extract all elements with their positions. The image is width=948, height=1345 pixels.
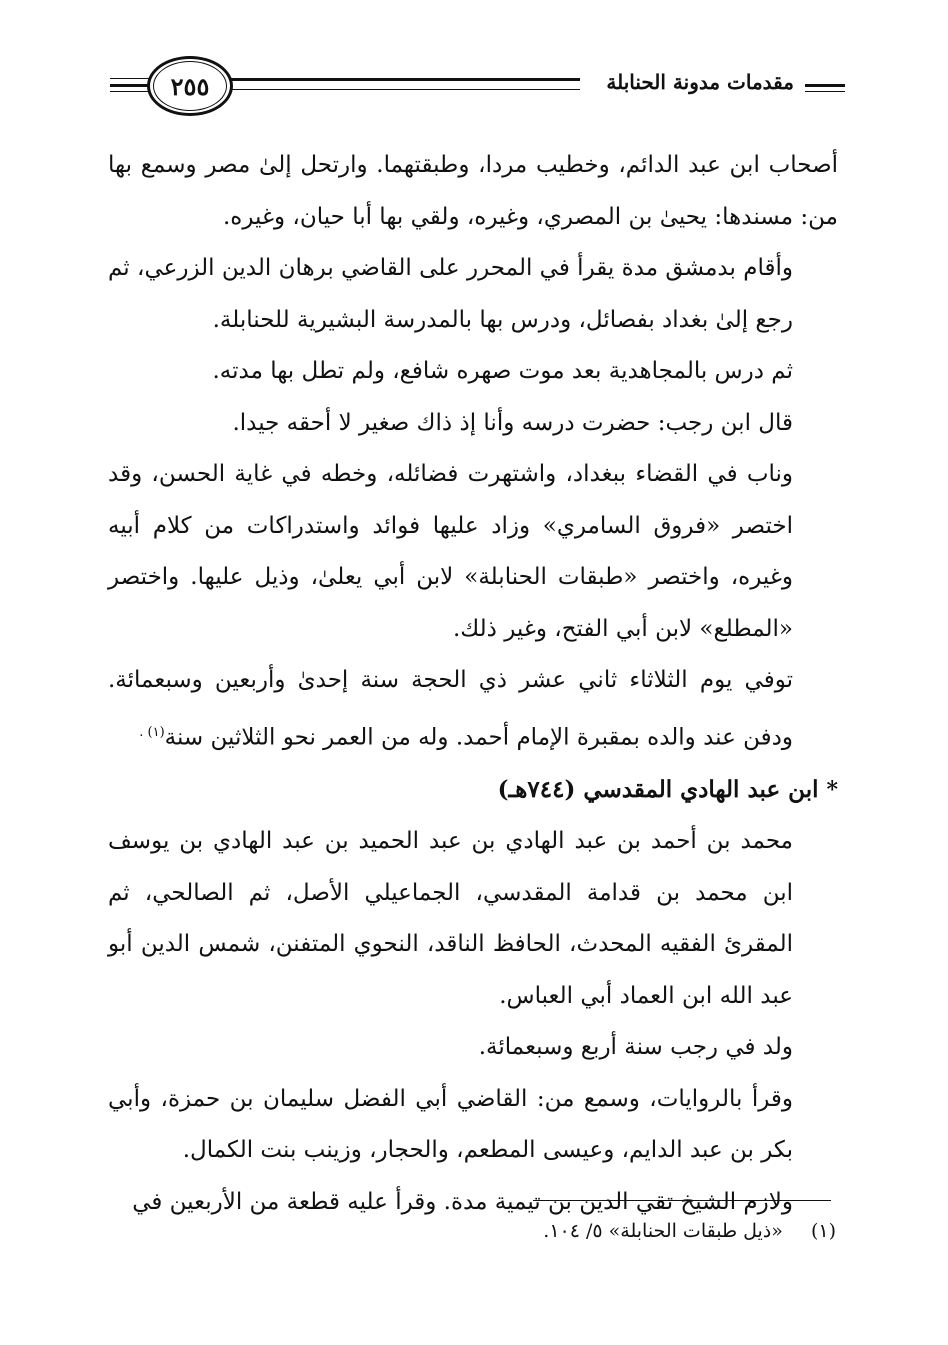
footnote bbox=[136, 1216, 836, 1246]
header-rule bbox=[230, 89, 580, 90]
paragraph: قال ابن رجب: حضرت درسه وأنا إذ ذاك صغير لا أحقه جيدا. bbox=[232, 409, 793, 436]
paragraph: أصحاب ابن عبد الدائم، وخطيب مردا، وطبقتهما. وارتحل إلىٰ مصر وسمع بها من: مسندها: يحيىٰ بن المصري، وغيره، ولقي بها أبا حيان، وغيره. bbox=[108, 152, 838, 230]
paragraph-text: توفي يوم الثلاثاء ثاني عشر ذي الحجة سنة إحدىٰ وأربعين وسبعمائة. ودفن عند والده بمقبرة الإمام أحمد. وله من العمر نحو الثلاثين سنة bbox=[108, 667, 793, 751]
header-rule bbox=[230, 78, 580, 81]
footnote-number: (١) bbox=[810, 1220, 836, 1242]
footnote-text: «ذيل طبقات الحنابلة» ٥/ ١٠٤. bbox=[543, 1220, 783, 1242]
page-header bbox=[105, 48, 845, 128]
page-number-oval bbox=[147, 56, 233, 116]
section-heading bbox=[108, 764, 838, 817]
header-rule bbox=[805, 84, 845, 87]
header-rule bbox=[805, 91, 845, 92]
footnote-rule bbox=[533, 1200, 831, 1201]
footnote-marker: (١) . bbox=[139, 724, 165, 740]
star-icon: * bbox=[826, 776, 838, 803]
paragraph: وناب في القضاء ببغداد، واشتهرت فضائله، وخطه في غاية الحسن، وقد اختصر «فروق السامري» وزاد عليها فوائد واستدراكات من كلام أبيه وغيره، واختصر «طبقات الحنابلة» لابن أبي يعلىٰ، وذيل عليها. واختصر «المطلع» لابن أبي الفتح، وغير ذلك. bbox=[108, 461, 793, 642]
header-rule bbox=[110, 91, 150, 92]
paragraph: ولد في رجب سنة أربع وسبعمائة. bbox=[478, 1034, 793, 1061]
paragraph: وقرأ بالروايات، وسمع من: القاضي أبي الفضل سليمان بن حمزة، وأبي بكر بن عبد الدايم، وعيسى المطعم، والحجار، وزينب بنت الكمال. bbox=[108, 1085, 793, 1164]
running-title: مقدمات مدونة الحنابلة bbox=[600, 70, 800, 94]
main-text bbox=[108, 140, 838, 1228]
paragraph bbox=[108, 655, 838, 764]
header-rule bbox=[110, 84, 150, 87]
paragraph: ثم درس بالمجاهدية بعد موت صهره شافع، ولم تطل بها مدته. bbox=[212, 358, 793, 384]
header-rule bbox=[110, 78, 150, 79]
section-heading-text: ابن عبد الهادي المقدسي (٧٤٤هـ) bbox=[497, 775, 819, 803]
page-number: ٢٥٥ bbox=[153, 61, 227, 111]
paragraph: محمد بن أحمد بن عبد الهادي بن عبد الحميد بن عبد الهادي بن يوسف ابن محمد بن قدامة المقدسي، الجماعيلي الأصل، ثم الصالحي، ثم المقرئ الفقيه المحدث، الحافظ الناقد، النحوي المتفنن، شمس الدين أبو عبد الله ابن العماد أبي العباس. bbox=[108, 828, 793, 1009]
paragraph: وأقام بدمشق مدة يقرأ في المحرر على القاضي برهان الدين الزرعي، ثم رجع إلىٰ بغداد بفصائل، ودرس بها بالمدرسة البشيرية للحنابلة. bbox=[108, 255, 793, 333]
paragraph: ولازم الشيخ تقي الدين بن تيمية مدة. وقرأ عليه قطعة من الأربعين في bbox=[132, 1188, 793, 1215]
